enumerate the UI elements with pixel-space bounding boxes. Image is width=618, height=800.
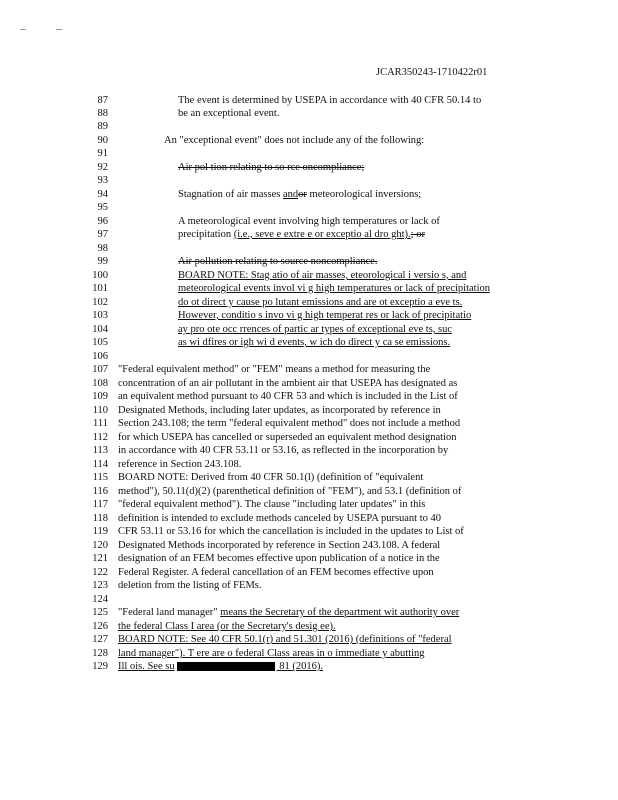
line-number: 112 (92, 432, 108, 443)
text-line (0, 445, 618, 457)
line-text (118, 648, 425, 660)
line-number: 105 (92, 337, 108, 348)
text-line (0, 216, 618, 228)
text-line (0, 229, 618, 241)
line-text (118, 486, 461, 498)
inserted-text: as wi dfires or igh wi d events, w ich do direct y ca se emissions. (178, 337, 451, 348)
line-text (178, 324, 452, 336)
text-segment: for which USEPA has cancelled or superseded an equivalent method designation (118, 432, 457, 443)
text-line (0, 297, 618, 309)
text-line (0, 310, 618, 322)
inserted-text: meteorological events invol vi g high temperatures or lack of precipitation (178, 283, 490, 294)
text-line (0, 621, 618, 633)
line-text (178, 162, 364, 174)
line-text (118, 621, 336, 633)
text-segment: deletion from the listing of FEMs. (118, 580, 262, 591)
line-number: 114 (92, 459, 108, 470)
inserted-text: Ill ois. See su (118, 661, 175, 672)
line-text (118, 445, 448, 457)
inserted-text: and (282, 189, 299, 200)
text-line (0, 540, 618, 552)
text-line (0, 418, 618, 430)
line-number: 90 (97, 135, 108, 146)
scan-mark (56, 29, 62, 30)
line-number: 109 (92, 391, 108, 402)
inserted-text: do ot direct y cause po lutant emissions and are ot exceptio a eve ts. (178, 297, 463, 308)
line-number: 99 (97, 256, 108, 267)
text-segment: precipitation (178, 229, 234, 240)
line-text (118, 634, 452, 646)
redaction-block (177, 662, 275, 671)
line-text (178, 108, 279, 120)
text-segment: CFR 53.11 or 53.16 for which the cancellation is included in the updates to List of (118, 526, 464, 537)
text-segment: designation of an FEM becomes effective upon publication of a notice in the (118, 553, 440, 564)
text-line (0, 270, 618, 282)
line-text (118, 661, 323, 673)
line-number: 119 (92, 526, 108, 537)
text-line (0, 472, 618, 484)
text-line (0, 162, 618, 174)
text-line (0, 432, 618, 444)
text-segment: Designated Methods incorporated by reference in Section 243.108. A federal (118, 540, 441, 551)
document-id: JCAR350243-1710422r01 (376, 67, 488, 78)
line-text (118, 459, 241, 471)
deleted-text: ; or (410, 229, 425, 240)
inserted-text: (i.e., seve e extre e or exceptio al dro ght). (233, 229, 411, 240)
text-line (0, 175, 618, 187)
text-line (0, 580, 618, 592)
line-number: 124 (92, 594, 108, 605)
text-segment: "federal equivalent method"). The clause "including later updates" in this (118, 499, 426, 510)
text-line (0, 648, 618, 660)
line-text (178, 229, 425, 241)
inserted-text: means the Secretary of the department wit authority over (220, 607, 460, 618)
line-number: 108 (92, 378, 108, 389)
inserted-text: 81 (2016). (276, 661, 323, 672)
text-line (0, 459, 618, 471)
line-text (178, 297, 462, 309)
line-text (178, 189, 421, 201)
line-text (118, 432, 456, 444)
line-number: 123 (92, 580, 108, 591)
line-text (118, 499, 425, 511)
line-number: 92 (97, 162, 108, 173)
line-number: 100 (92, 270, 108, 281)
text-segment: A meteorological event involving high temperatures or lack of (178, 216, 440, 227)
line-number: 118 (92, 513, 108, 524)
text-line (0, 405, 618, 417)
text-line (0, 256, 618, 268)
line-text (118, 418, 460, 430)
line-text (118, 364, 430, 376)
inserted-text: land manager"). T ere are o federal Class areas in o immediate y abutting (118, 648, 425, 659)
line-number: 126 (92, 621, 108, 632)
text-segment: The event is determined by USEPA in accordance with 40 CFR 50.14 to (178, 95, 482, 106)
text-line (0, 121, 618, 133)
deleted-text: Air pol tion relating to so rce oncompliance; (178, 162, 365, 173)
text-line (0, 364, 618, 376)
text-line (0, 634, 618, 646)
line-text (118, 513, 441, 525)
line-text (178, 337, 450, 349)
line-number: 91 (97, 148, 108, 159)
line-number: 95 (97, 202, 108, 213)
text-line (0, 148, 618, 160)
line-number: 88 (97, 108, 108, 119)
line-text (118, 526, 464, 538)
text-segment: Stagnation of air masses (178, 189, 283, 200)
line-number: 128 (92, 648, 108, 659)
line-number: 98 (97, 243, 108, 254)
text-line (0, 567, 618, 579)
text-line (0, 189, 618, 201)
text-segment: method"), 50.11(d)(2) (parenthetical definition of "FEM"), and 53.1 (definition of (118, 486, 462, 497)
line-number: 125 (92, 607, 108, 618)
line-text (178, 216, 440, 228)
text-segment: "Federal land manager" (118, 607, 221, 618)
scan-mark (20, 29, 26, 30)
line-number: 129 (92, 661, 108, 672)
line-text (178, 283, 490, 295)
text-segment: An "exceptional event" does not include any of the following: (164, 135, 425, 146)
text-line (0, 391, 618, 403)
text-segment: definition is intended to exclude methods canceled by USEPA pursuant to 40 (118, 513, 442, 524)
deleted-text: or (298, 189, 307, 200)
text-line (0, 351, 618, 363)
line-text (178, 310, 471, 322)
text-segment: concentration of an air pollutant in the ambient air that USEPA has designated as (118, 378, 458, 389)
text-segment: be an exceptional event. (178, 108, 280, 119)
line-text (118, 607, 459, 619)
line-number: 113 (92, 445, 108, 456)
text-line (0, 243, 618, 255)
line-number: 111 (93, 418, 108, 429)
line-text (118, 405, 441, 417)
line-number: 122 (92, 567, 108, 578)
text-line (0, 513, 618, 525)
text-segment: meteorological inversions; (306, 189, 422, 200)
text-segment: Section 243.108; the term "federal equivalent method" does not include a method (118, 418, 461, 429)
line-number: 121 (92, 553, 108, 564)
line-number: 117 (92, 499, 108, 510)
line-text (178, 95, 481, 107)
line-number: 102 (92, 297, 108, 308)
line-text (178, 270, 466, 282)
text-line (0, 526, 618, 538)
text-line (0, 324, 618, 336)
text-segment: Federal Register. A federal cancellation of an FEM becomes effective upon (118, 567, 434, 578)
text-line (0, 95, 618, 107)
text-line (0, 378, 618, 390)
line-number: 107 (92, 364, 108, 375)
line-number: 93 (97, 175, 108, 186)
text-segment: an equivalent method pursuant to 40 CFR 53 and which is included in the List of (118, 391, 458, 402)
text-line (0, 553, 618, 565)
line-text (118, 378, 457, 390)
text-line (0, 607, 618, 619)
text-segment: Designated Methods, including later updates, as incorporated by reference in (118, 405, 441, 416)
line-text (118, 553, 440, 565)
line-number: 115 (92, 472, 108, 483)
line-number: 97 (97, 229, 108, 240)
line-number: 89 (97, 121, 108, 132)
line-text (118, 580, 262, 592)
inserted-text: BOARD NOTE: See 40 CFR 50.1(r) and 51.301 (2016) (definitions of "federal (118, 634, 452, 645)
line-text (118, 540, 440, 552)
line-number: 87 (97, 95, 108, 106)
text-line (0, 202, 618, 214)
line-number: 101 (92, 283, 108, 294)
text-line (0, 661, 618, 673)
line-number: 96 (97, 216, 108, 227)
line-text (118, 391, 458, 403)
line-number: 106 (92, 351, 108, 362)
inserted-text: However, conditio s invo vi g high temperat res or lack of precipitatio (178, 310, 472, 321)
inserted-text: BOARD NOTE: Stag atio of air masses, eteorological i versio s, and (178, 270, 467, 281)
inserted-text: the federal Class I area (or the Secretary's desig ee). (118, 621, 336, 632)
text-line (0, 135, 618, 147)
line-number: 104 (92, 324, 108, 335)
text-segment: reference in Section 243.108. (118, 459, 242, 470)
line-number: 103 (92, 310, 108, 321)
text-segment: in accordance with 40 CFR 53.11 or 53.16, as reflected in the incorporation by (118, 445, 449, 456)
line-number: 110 (92, 405, 108, 416)
line-number: 94 (97, 189, 108, 200)
line-text (178, 256, 377, 268)
text-line (0, 337, 618, 349)
text-line (0, 499, 618, 511)
line-text (164, 135, 424, 147)
text-line (0, 283, 618, 295)
line-number: 127 (92, 634, 108, 645)
line-number: 120 (92, 540, 108, 551)
deleted-text: Air pollution relating to source noncompliance. (178, 256, 378, 267)
text-segment: "Federal equivalent method" or "FEM" means a method for measuring the (118, 364, 431, 375)
inserted-text: ay pro ote occ rrences of partic ar types of exceptional eve ts, suc (178, 324, 453, 335)
line-text (118, 567, 434, 579)
line-text (118, 472, 423, 484)
text-segment: BOARD NOTE: Derived from 40 CFR 50.1(l) (definition of "equivalent (118, 472, 424, 483)
line-number: 116 (92, 486, 108, 497)
text-line (0, 486, 618, 498)
text-line (0, 108, 618, 120)
text-line (0, 594, 618, 606)
